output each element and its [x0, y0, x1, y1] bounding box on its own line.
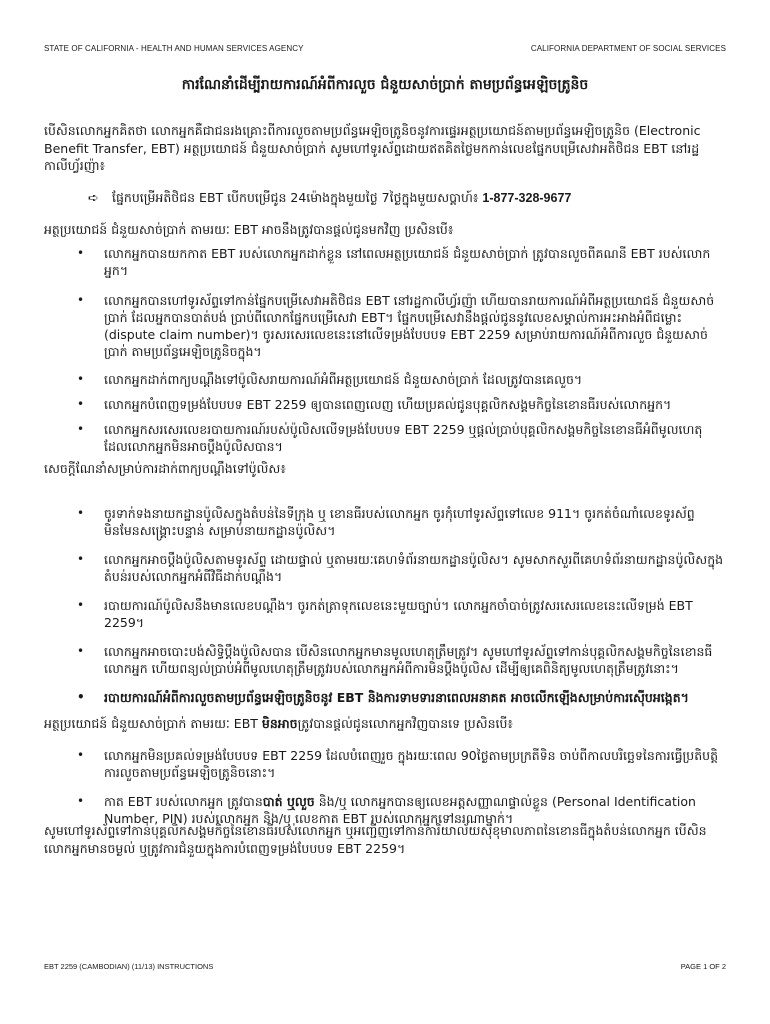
- bullet-icon: •: [77, 422, 85, 436]
- heading-text: ត្រូវបានផ្តល់ជូនលោកអ្នកវិញបានទេ ប្រសិនបើ៖: [297, 716, 513, 731]
- hotline-number: 1-877-328-9677: [482, 191, 572, 205]
- header-department: CALIFORNIA DEPARTMENT OF SOCIAL SERVICES: [530, 44, 726, 53]
- bullet-icon: •: [77, 794, 85, 808]
- list-item: [44, 551, 726, 585]
- bullet-icon: •: [77, 690, 85, 704]
- list-item-text: លោកអ្នកបានយកកាត EBT របស់លោកអ្នកដាក់ខ្លួន នៅពេលអត្ថប្រយោជន៍ ជំនួយសាច់ប្រាក់ ត្រូវបានលួចពីគណនី EBT របស់លោកអ្នក។: [104, 246, 711, 278]
- intro-paragraph: បើសិនលោកអ្នកគិតថា លោកអ្នកគឺជាជនរងគ្រោះពីការលួចតាមប្រព័ន្ធអេឡិចត្រូនិចនូវការផ្ទេរអត្ថប្រយោជន៍តាមប្រព័ន្ធអេឡិចត្រូនិច (Electronic Benefit Transfer, EBT) អត្ថប្រយោជន៍ ជំនួយសាច់ប្រាក់ សូមហៅទូរស័ព្ទដោយឥតគិតថ្លៃមកកាន់លេខផ្នែកបម្រើសេវាអតិថិជន EBT នៅរដ្ឋកាលីហ្វ័រញ៉ា៖: [44, 123, 701, 173]
- list-item: [44, 505, 726, 539]
- list-item-text: លោកអ្នកសរសេរលេខរបាយការណ៍របស់ប៉ូលិសលើទម្រង់បែបបទ EBT 2259 ឬផ្តល់ប្រាប់បុគ្គលិកសង្គមកិច្ចនៃខោនធីអំពីមូលហេតុ ដែលលោកអ្នកមិនអាចប្តឹងប៉ូលិសបាន។: [104, 422, 703, 454]
- list-item-text: លោកអ្នកអាចបោះបង់សិទ្ធិប្តឹងប៉ូលិសបាន បើសិនលោកអ្នកមានមូលហេតុត្រឹមត្រូវ។ សូមហៅទូរស័ព្ទទៅកាន់បុគ្គលិកសង្គមកិច្ចនៃខោនធីលោកអ្នក ហើយពន្យល់ប្រាប់អំពីមូលហេតុត្រឹមត្រូវរបស់លោកអ្នកអំពីការមិនប្តឹងប៉ូលិស ដើម្បីឲ្យគេពិនិត្យមូលហេតុត្រឹមត្រូវនោះ។: [104, 644, 713, 676]
- bullet-icon: •: [77, 372, 85, 386]
- section2-heading: សេចក្តីណែនាំសម្រាប់ការដាក់ពាក្យបណ្តឹងទៅប៉ូលិស៖: [44, 461, 286, 476]
- list-item: [44, 396, 726, 413]
- list-item-text: លោកអ្នកបានហៅទូរស័ព្ទទៅកាន់ផ្នែកបម្រើសេវាអតិថិជន EBT នៅរដ្ឋកាលីហ្វ័រញ៉ា ហើយបានរាយការណ៍អំពីអត្ថប្រយោជន៍ ជំនួយសាច់ប្រាក់ ដែលអ្នកបានបាត់បង់ ប្រាប់ពីលោកផ្នែកបម្រើសេវា EBT។ ផ្នែកបម្រើសេវានឹងផ្តល់ជូននូវលេខសម្គាល់ការអះអាងអំពីជម្លោះ (dispute claim number)។ ចូរសរសេរលេខនេះនៅលើទម្រង់បែបបទ EBT 2259 សម្រាប់រាយការណ៍អំពីការលួច ជំនួយសាច់ប្រាក់ តាមប្រព័ន្ធអេឡិចត្រូនិចក្នុង។: [104, 293, 715, 359]
- list-item-text: និង/ឬ លោកអ្នកបានឲ្យលេខអត្តសញ្ញាណផ្ទាល់ខ្លួន (Personal Identification Number, PIN) របស់លោកអ្នក និង/ឬ លេខកាត EBT របស់លោកអ្នកទៅនរណាម្នាក់។: [104, 794, 696, 826]
- list-item: [44, 371, 726, 388]
- list-item-warning: [44, 689, 726, 706]
- bullet-icon: •: [77, 246, 85, 260]
- page-header: [44, 44, 726, 56]
- hotline-text: ផ្នែកបម្រើអតិថិជន EBT បើកបម្រើជូន 24ម៉ោងក្នុងមួយថ្ងៃ 7ថ្ងៃក្នុងមួយសប្តាហ៍៖: [112, 190, 479, 205]
- list-item-text: របាយការណ៍ប៉ូលិសនឹងមានលេខបណ្តឹង។ ចូរកត់ត្រាទុកលេខនេះមួយច្បាប់។ លោកអ្នកចាំបាច់ត្រូវសរសេរលេខនេះលើទម្រង់ EBT 2259។: [104, 598, 693, 630]
- list-item: [44, 292, 726, 360]
- list-item: [44, 421, 726, 455]
- heading-text: អត្ថប្រយោជន៍ ជំនួយសាច់ប្រាក់ តាមរយៈ EBT: [44, 716, 258, 731]
- section1-list: [44, 245, 726, 455]
- header-agency: STATE OF CALIFORNIA - HEALTH AND HUMAN SERVICES AGENCY: [44, 44, 304, 53]
- bullet-icon: •: [77, 552, 85, 566]
- document-title: ការណែនាំដើម្បីរាយការណ៍អំពីការលួច ជំនួយសាច់ប្រាក់ តាមប្រព័ន្ធអេឡិចត្រូនិច: [181, 77, 589, 93]
- list-item: [44, 245, 726, 279]
- list-item: [44, 597, 726, 631]
- closing-paragraph: សូមហៅទូរស័ព្ទទៅកាន់បុគ្គលិកសង្គមកិច្ចនៃខោនធីរបស់លោកអ្នក ឬអញ្ជើញទៅកាន់ការិយាល័យសុខុមាលភាពនៃខោនធីក្នុងតំបន់លោកអ្នក បើសិនលោកអ្នកមានចម្ងល់ ឬត្រូវការជំនួយក្នុងការបំពេញទម្រង់បែបបទ EBT 2259។: [44, 823, 707, 856]
- list-item: [44, 747, 726, 781]
- list-item-text: ចូរទាក់ទងនាយកដ្ឋានប៉ូលិសក្នុងតំបន់នៃទីក្រុង ឬ ខោនធីរបស់លោកអ្នក ចូរកុំហៅទូរស័ព្ទទៅលេខ 911។ ចូរកត់ចំណាំលេខទូរស័ព្ទមិនមែនសង្គ្រោះបន្ទាន់ សម្រាប់នាយកដ្ឋានប៉ូលិស។: [104, 506, 695, 538]
- bullet-icon: •: [77, 748, 85, 762]
- section1-heading: អត្ថប្រយោជន៍ ជំនួយសាច់ប្រាក់ តាមរយៈ EBT អាចនឹងត្រូវបានផ្តល់ជូនមកវិញ ប្រសិនបើ៖: [44, 222, 454, 237]
- hotline-line: [88, 189, 726, 207]
- list-item-text: លោកអ្នកមិនប្រគល់ទម្រង់បែបបទ EBT 2259 ដែលបំពេញរួច ក្នុងរយៈពេល 90ថ្ងៃតាមប្រក្រតីទិន ចាប់ពីកាលបរិច្ឆេទនៃការធ្វើប្រតិបត្តិការលួចតាមប្រព័ន្ធអេឡិចត្រូនិចនោះ។: [104, 748, 719, 780]
- section3-heading: [44, 715, 726, 733]
- list-item-text: លោកអ្នកដាក់ពាក្យបណ្តឹងទៅប៉ូលិសរាយការណ៍អំពីអត្ថប្រយោជន៍ ជំនួយសាច់ប្រាក់ ដែលត្រូវបានគេលួច។: [104, 372, 583, 387]
- arrow-icon: ➪: [88, 191, 99, 206]
- list-item-text: កាត EBT របស់លោកអ្នក ត្រូវបាន: [104, 794, 263, 809]
- page-number: PAGE 1 OF 2: [680, 962, 726, 971]
- bullet-icon: •: [77, 293, 85, 307]
- bullet-icon: •: [77, 598, 85, 612]
- heading-emphasis: មិនអាច: [261, 716, 298, 731]
- list-item-text: របាយការណ៍អំពីការលួចតាមប្រព័ន្ធអេឡិចត្រូនិចនូវ EBT និងការទាមទារនាពេលអនាគត អាចលើកឡើងសម្រាប់ការស៊ើបអង្កេត។: [104, 690, 689, 705]
- section2-list: [44, 505, 726, 718]
- list-item: [44, 643, 726, 677]
- list-item-emphasis: បាត់ ឬលួច: [262, 794, 315, 809]
- form-id: EBT 2259 (CAMBODIAN) (11/13) INSTRUCTIONS: [44, 962, 214, 971]
- list-item-text: លោកអ្នកបំពេញទម្រង់បែបបទ EBT 2259 ឲ្យបានពេញលេញ ហើយប្រគល់ជូនបុគ្គលិកសង្គមកិច្ចនៃខោនធីរបស់លោកអ្នក។: [104, 397, 672, 412]
- bullet-icon: •: [77, 506, 85, 520]
- bullet-icon: •: [77, 397, 85, 411]
- page-footer: [44, 962, 726, 974]
- bullet-icon: •: [77, 644, 85, 658]
- list-item-text: លោកអ្នកអាចប្តឹងប៉ូលិសតាមទូរស័ព្ទ ដោយផ្ទាល់ ឬតាមរយៈគេហទំព័រនាយកដ្ឋានប៉ូលិស។ សូមសាកសួរពីគេហទំព័រនាយកដ្ឋានប៉ូលិសក្នុងតំបន់របស់លោកអ្នកអំពីវិធីដាក់បណ្តឹង។: [104, 552, 724, 584]
